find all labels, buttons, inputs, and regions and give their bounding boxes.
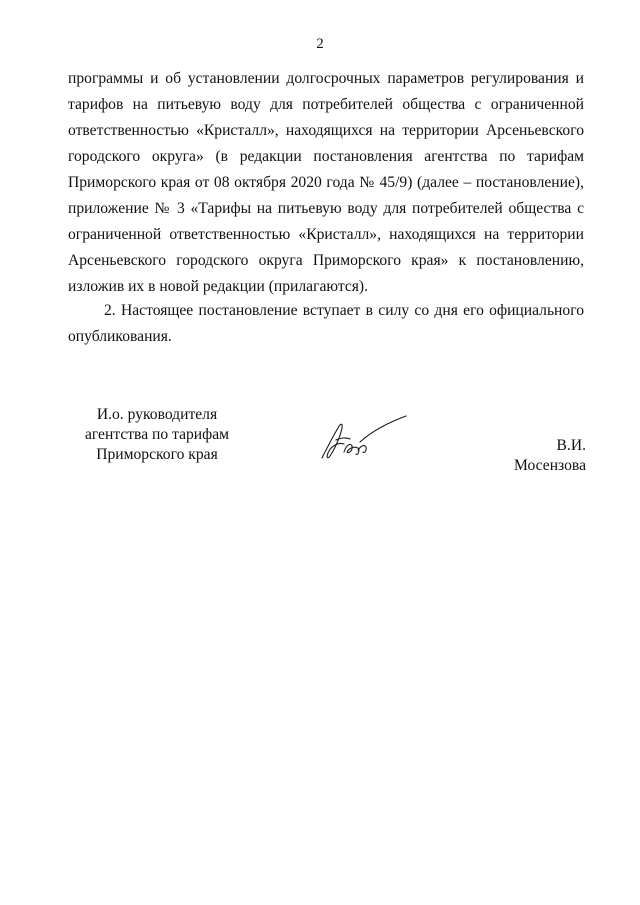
signatory-position: [62, 405, 252, 465]
text-line: опубликования.: [68, 328, 172, 345]
text-line: Приморского края от 08 октября 2020 года № 45/9) (далее – постановление),: [68, 174, 584, 191]
text-line: программы и об установлении долгосрочных параметров регулирования и: [68, 70, 584, 87]
page-number: 2: [316, 36, 324, 52]
position-line: Приморского края: [96, 446, 218, 463]
text-line: изложив их в новой редакции (прилагаются).: [68, 278, 369, 295]
position-line: И.о. руководителя: [96, 406, 218, 423]
text-line: ограниченной ответственностью «Кристалл», находящихся на территории: [68, 226, 584, 243]
position-line: агентства по тарифам: [84, 426, 230, 443]
text-line: Арсеньевского городского округа Приморского края» к постановлению,: [68, 252, 584, 269]
handwritten-signature: [318, 412, 410, 464]
text-line: 2. Настоящее постановление вступает в силу со дня его официального: [104, 302, 584, 319]
signer-name: В.И. Мосензова: [514, 437, 586, 474]
text-line: приложение № 3 «Тарифы на питьевую воду для потребителей общества с: [68, 200, 584, 217]
paragraph-1: [68, 66, 584, 300]
text-line: тарифов на питьевую воду для потребителей общества с ограниченной: [68, 96, 584, 113]
text-line: ответственностью «Кристалл», находящихся на территории Арсеньевского: [68, 122, 584, 139]
paragraph-2: [68, 298, 584, 350]
text-line: городского округа» (в редакции постановления агентства по тарифам: [68, 148, 584, 165]
